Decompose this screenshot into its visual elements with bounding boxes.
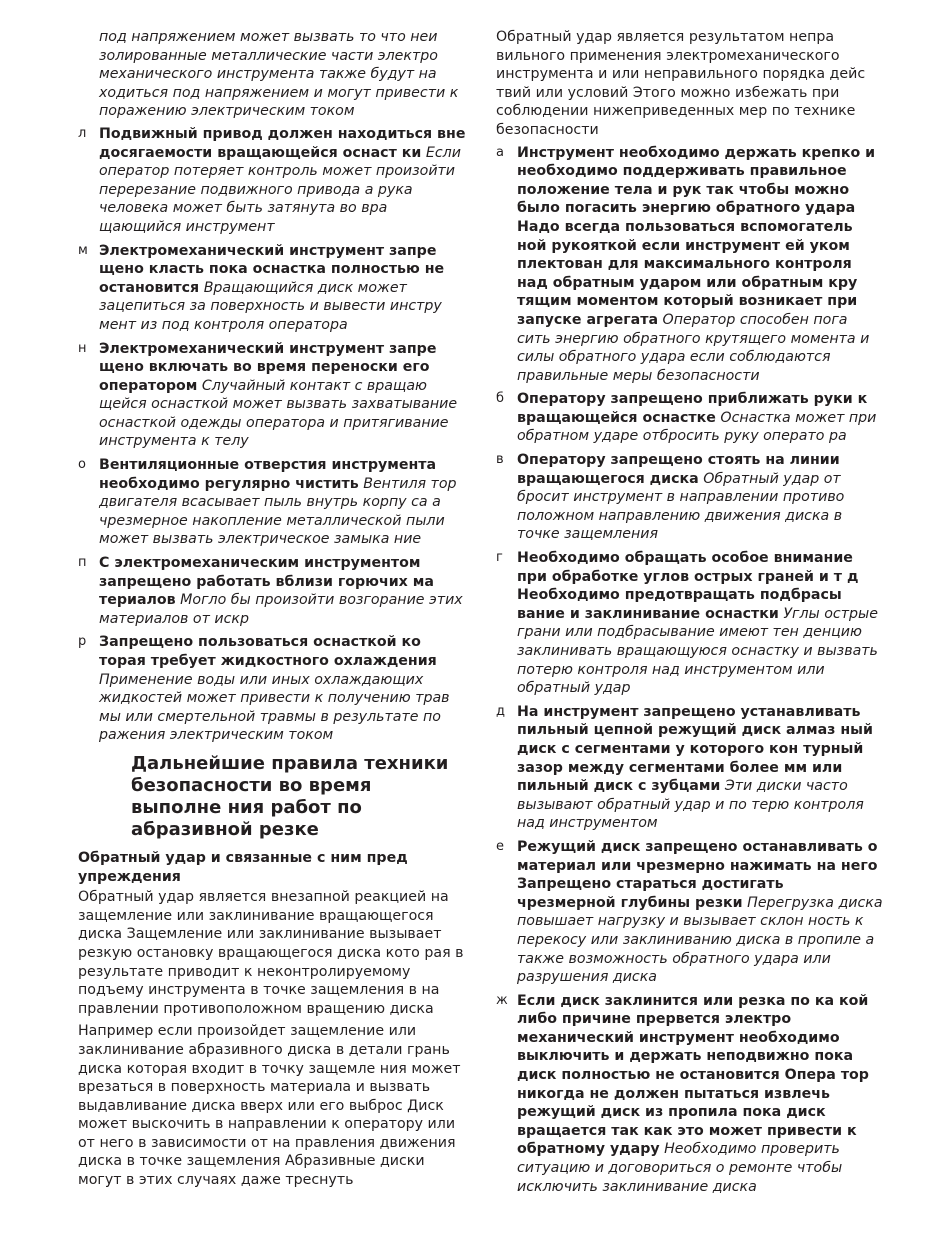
item-italic-text: Эти диски часто вызывают обратный удар и по терю контроля над инструментом bbox=[517, 778, 864, 832]
item-marker: г bbox=[496, 550, 503, 566]
item-marker: п bbox=[78, 555, 87, 571]
item-bold-text: Оператору запрещено приближать руки к вращающейся оснастке bbox=[517, 391, 868, 426]
item-italic-text: Вращающийся диск может зацепиться за поверхность и вывести инстру мент из под контроля оператора bbox=[99, 279, 442, 333]
item-italic-text: Если оператор потеряет контроль может произойти перерезание подвижного привода а рука человека может быть затянута во вра щающийся инструмент bbox=[99, 144, 461, 235]
item-marker: м bbox=[78, 242, 88, 258]
right-column bbox=[496, 28, 884, 1201]
item-italic-text: Оснастка может при обратном ударе отбросить руку операто ра bbox=[517, 409, 877, 445]
item-bold-text: Инструмент необходимо держать крепко и необходимо поддерживать правильное положение тела и рук так чтобы можно было погасить энергию обратного удара Надо всегда пользоваться вспомогатель ной рукояткой если инструмент ей уком плектован для максимального контроля над обратным ударом или обратным кру тящим моментом который возникает при запуске агрегата bbox=[517, 144, 876, 328]
intro-paragraph: Обратный удар является результатом непра вильного применения электромеханического инструмента и или неправильного порядка дейс твий или условий Этого можно избежать при соблюдении нижеприведенных мер по технике безопасности bbox=[496, 29, 866, 138]
item-marker: б bbox=[496, 391, 505, 407]
item-bold-text: Необходимо обращать особое внимание при обработке углов острых граней и т д Необходимо предотвращать подбрасы вание и заклинивание оснастки bbox=[517, 550, 859, 622]
item-marker: а bbox=[496, 144, 504, 160]
subheading: Обратный удар и связанные с ним пред упреждения bbox=[78, 849, 408, 885]
item-text bbox=[99, 456, 466, 549]
item-text bbox=[517, 451, 884, 544]
item-italic-text: Углы острые грани или подбрасывание имеют тен денцию заклинивать вращающуюся оснастку и вызвать потерю контроля над инструментом или обратный удар bbox=[517, 605, 878, 697]
item-marker: в bbox=[496, 452, 504, 468]
item-marker: е bbox=[496, 838, 504, 854]
item-text bbox=[517, 703, 884, 833]
item-text bbox=[99, 242, 466, 335]
item-marker: н bbox=[78, 340, 87, 356]
item-bold-text: Подвижный привод должен находиться вне досягаемости вращающейся оснаст ки bbox=[99, 125, 466, 161]
item-text bbox=[517, 838, 884, 987]
list-item-d bbox=[496, 703, 884, 833]
item-marker: д bbox=[496, 703, 505, 719]
intro-continuation: под напряжением может вызвать то что неи золированные металлические части электро механического инструмента также будут на ходиться под напряжением и могут привести к поражению электрическим током bbox=[99, 29, 459, 120]
item-italic-text: Перегрузка диска повышает нагрузку и вызывает склон ность к перекосу или заклиниванию диска в пропиле а также возможность обратного удара или разрушения диска bbox=[517, 894, 883, 986]
list-item-l bbox=[78, 125, 466, 237]
list-item-g bbox=[496, 549, 884, 698]
list-item-o bbox=[78, 456, 466, 549]
item-text bbox=[99, 340, 466, 452]
list-item-n bbox=[78, 340, 466, 452]
item-italic-text: Обратный удар от бросит инструмент в направлении противо положном направлению движения диска в точке защемления bbox=[517, 470, 845, 543]
list-item-b bbox=[496, 390, 884, 446]
body-paragraph: Обратный удар является внезапной реакцией на защемление или заклинивание вращающегося диска Защемление или заклинивание вызывает резкую остановку вращающегося диска кото рая в результате приводит к неконтролируемому подъему инструмента в точке защемления в на правлении противоположном вращению диска bbox=[78, 889, 464, 1017]
item-text bbox=[517, 390, 884, 446]
left-column bbox=[78, 28, 466, 1194]
list-item-v bbox=[496, 451, 884, 544]
item-text bbox=[99, 554, 466, 628]
item-text bbox=[517, 992, 884, 1197]
item-text bbox=[517, 549, 884, 698]
item-italic-text: Необходимо проверить ситуацию и договориться о ремонте чтобы исключить заклинивание диска bbox=[517, 1141, 843, 1195]
item-italic-text: Применение воды или иных охлаждающих жидкостей может привести к получению трав мы или смертельной травмы в результате по ражения электрическим током bbox=[99, 671, 450, 744]
item-bold-text: Оператору запрещено стоять на линии вращающегося диска bbox=[517, 452, 840, 487]
list-item-m bbox=[78, 242, 466, 335]
item-bold-text: Если диск заклинится или резка по ка кой либо причине прервется электро механический инструмент необходимо выключить и держать неподвижно пока диск полностью не остановится Опера тор никогда не должен пытаться извлечь режущий диск из пропила пока диск вращается так как это может привести к обратному удару bbox=[517, 992, 869, 1158]
item-bold-text: Вентиляционные отверстия инструмента необходимо регулярно чистить bbox=[99, 457, 437, 492]
item-bold-text: На инструмент запрещено устанавливать пильный цепной режущий диск алмаз ный диск с сегментами у которого кон турный зазор между сегментами более мм или пильный диск с зубцами bbox=[517, 703, 873, 795]
item-bold-text: Режущий диск запрещено останавливать о материал или чрезмерно нажимать на него Запрещено стараться достигать чрезмерной глубины резки bbox=[517, 838, 878, 911]
item-text bbox=[517, 144, 884, 386]
item-marker: р bbox=[78, 634, 87, 650]
list-item-r bbox=[78, 633, 466, 745]
section-heading: Дальнейшие правила техники безопасности во время выполне ния работ по абразивной резке bbox=[131, 752, 449, 840]
list-item-zh bbox=[496, 992, 884, 1197]
item-text bbox=[99, 633, 466, 745]
body-paragraph: Например если произойдет защемление или заклинивание абразивного диска в детали грань диска которая входит в точку защемле ния может врезаться в поверхность материала и вызвать выдавливание диска вверх или его выброс Диск может выскочить в направлении к оператору или от него в зависимости от на правления движения диска в точке защемления Абразивные диски могут в этих случаях даже треснуть bbox=[78, 1023, 461, 1189]
item-bold-text: С электромеханическим инструментом запрещено работать вблизи горючих ма териалов bbox=[99, 555, 434, 609]
list-item-a bbox=[496, 144, 884, 386]
item-marker: о bbox=[78, 457, 86, 473]
item-italic-text: Вентиля тор двигателя всасывает пыль внутрь корпу са а чрезмерное накопление металлической пыли может вызвать электрическое замыка ние bbox=[99, 475, 457, 548]
item-marker: ж bbox=[496, 992, 508, 1008]
item-italic-text: Могло бы произойти возгорание этих материалов от искр bbox=[99, 592, 463, 627]
item-bold-text: Электромеханический инструмент запре щено класть пока оснастка полностью не остановится bbox=[99, 242, 445, 296]
item-bold-text: Запрещено пользоваться оснасткой ко торая требует жидкостного охлаждения bbox=[99, 634, 437, 669]
list-item-p bbox=[78, 554, 466, 628]
item-text bbox=[99, 125, 466, 237]
item-italic-text: Случайный контакт с вращаю щейся оснасткой может вызвать захватывание оснасткой одежды оператора и притягивание инструмента к телу bbox=[99, 377, 458, 450]
list-item-e bbox=[496, 838, 884, 987]
item-italic-text: Оператор способен пога сить энергию обратного крутящего момента и силы обратного удара если соблюдаются правильные меры безопасности bbox=[517, 311, 870, 384]
item-bold-text: Электромеханический инструмент запре щено включать во время переноски его оператором bbox=[99, 340, 437, 394]
item-marker: л bbox=[78, 125, 87, 141]
